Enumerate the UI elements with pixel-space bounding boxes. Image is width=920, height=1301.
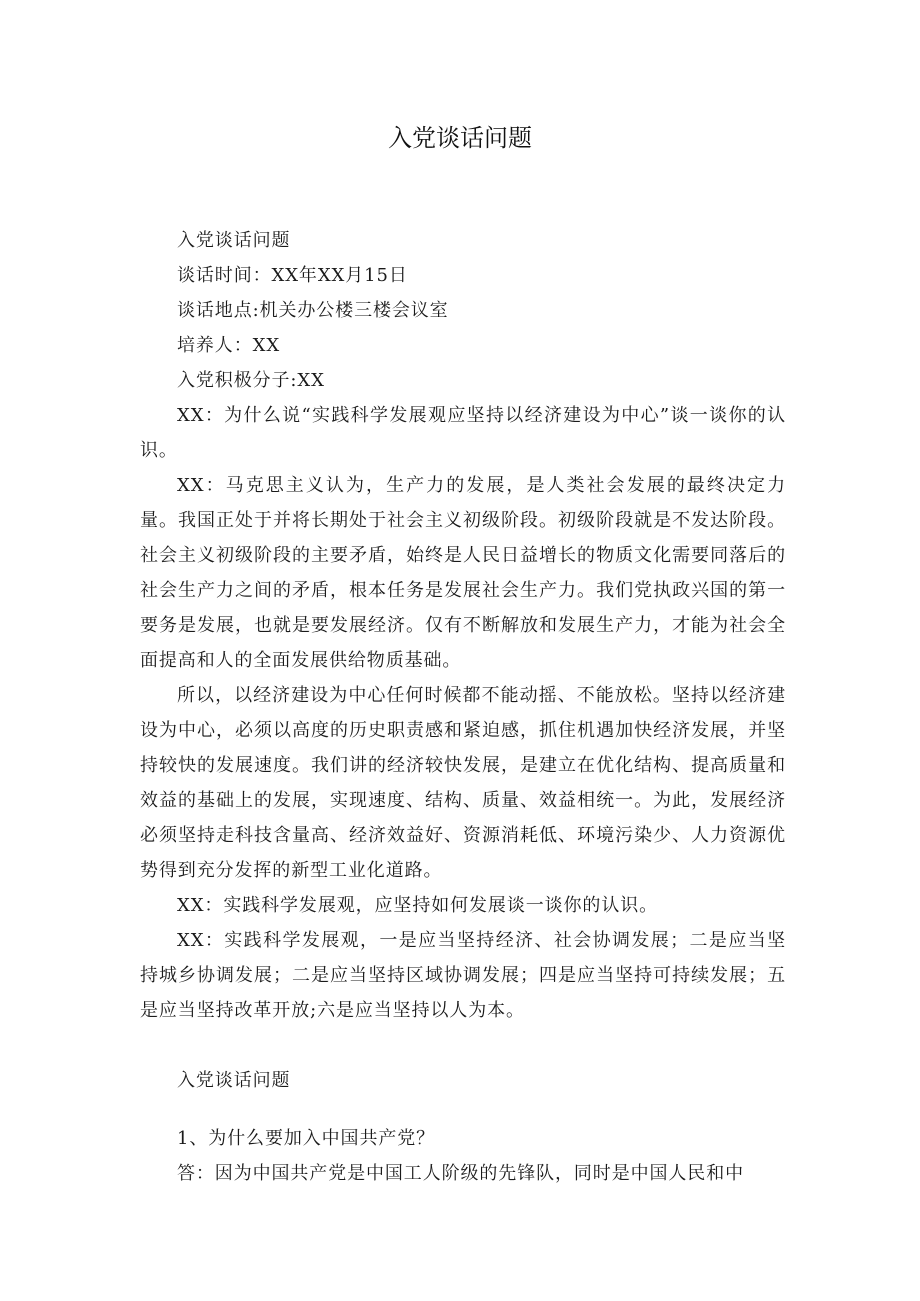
document-body — [140, 223, 786, 1191]
paragraph-activist: 入党积极分子:XX — [177, 370, 325, 391]
paragraph-answer-1: XX：马克思主义认为，生产力的发展，是人类社会发展的最终决定力量。我国正处于并将长期处于社会主义初级阶段。初级阶段就是不发达阶段。社会主义初级阶段的主要矛盾，始终是人民日益增长的物质文化需要同落后的社会生产力之间的矛盾，根本任务是发展社会生产力。我们党执政兴国的第一要务是发展，也就是要发展经济。仅有不断解放和发展生产力，才能为社会全面提高和人的全面发展供给物质基础。 — [140, 475, 786, 671]
paragraph-section-heading: 入党谈话问题 — [177, 1070, 291, 1091]
paragraph-question-join: 1、为什么要加入中国共产党？ — [177, 1128, 436, 1149]
paragraph-answer-join: 答：因为中国共产党是中国工人阶级的先锋队，同时是中国人民和中 — [177, 1163, 744, 1184]
paragraph-answer-2: XX：实践科学发展观，一是应当坚持经济、社会协调发展；二是应当坚持城乡协调发展；二是应当坚持区域协调发展；四是应当坚持可持续发展；五是应当坚持改革开放;六是应当坚持以人为本。 — [140, 930, 786, 1021]
paragraph-talk-location: 谈话地点:机关办公楼三楼会议室 — [177, 300, 449, 321]
paragraph-heading: 入党谈话问题 — [177, 230, 291, 251]
paragraph-question-2: XX：实践科学发展观，应坚持如何发展谈一谈你的认识。 — [177, 895, 659, 916]
paragraph-talk-time: 谈话时间：XX年XX月15日 — [177, 265, 408, 286]
paragraph-answer-1-continued: 所以，以经济建设为中心任何时候都不能动摇、不能放松。坚持以经济建设为中心，必须以高度的历史职责感和紧迫感，抓住机遇加快经济发展，并坚持较快的发展速度。我们讲的经济较快发展，是建立在优化结构、提高质量和效益的基础上的发展，实现速度、结构、质量、效益相统一。为此，发展经济必须坚持走科技含量高、经济效益好、资源消耗低、环境污染少、人力资源优势得到充分发挥的新型工业化道路。 — [140, 685, 786, 881]
document-title: 入党谈话问题 — [388, 124, 532, 152]
paragraph-trainer: 培养人：XX — [177, 335, 281, 356]
paragraph-question-1: XX：为什么说“实践科学发展观应坚持以经济建设为中心”谈一谈你的认识。 — [140, 405, 786, 461]
